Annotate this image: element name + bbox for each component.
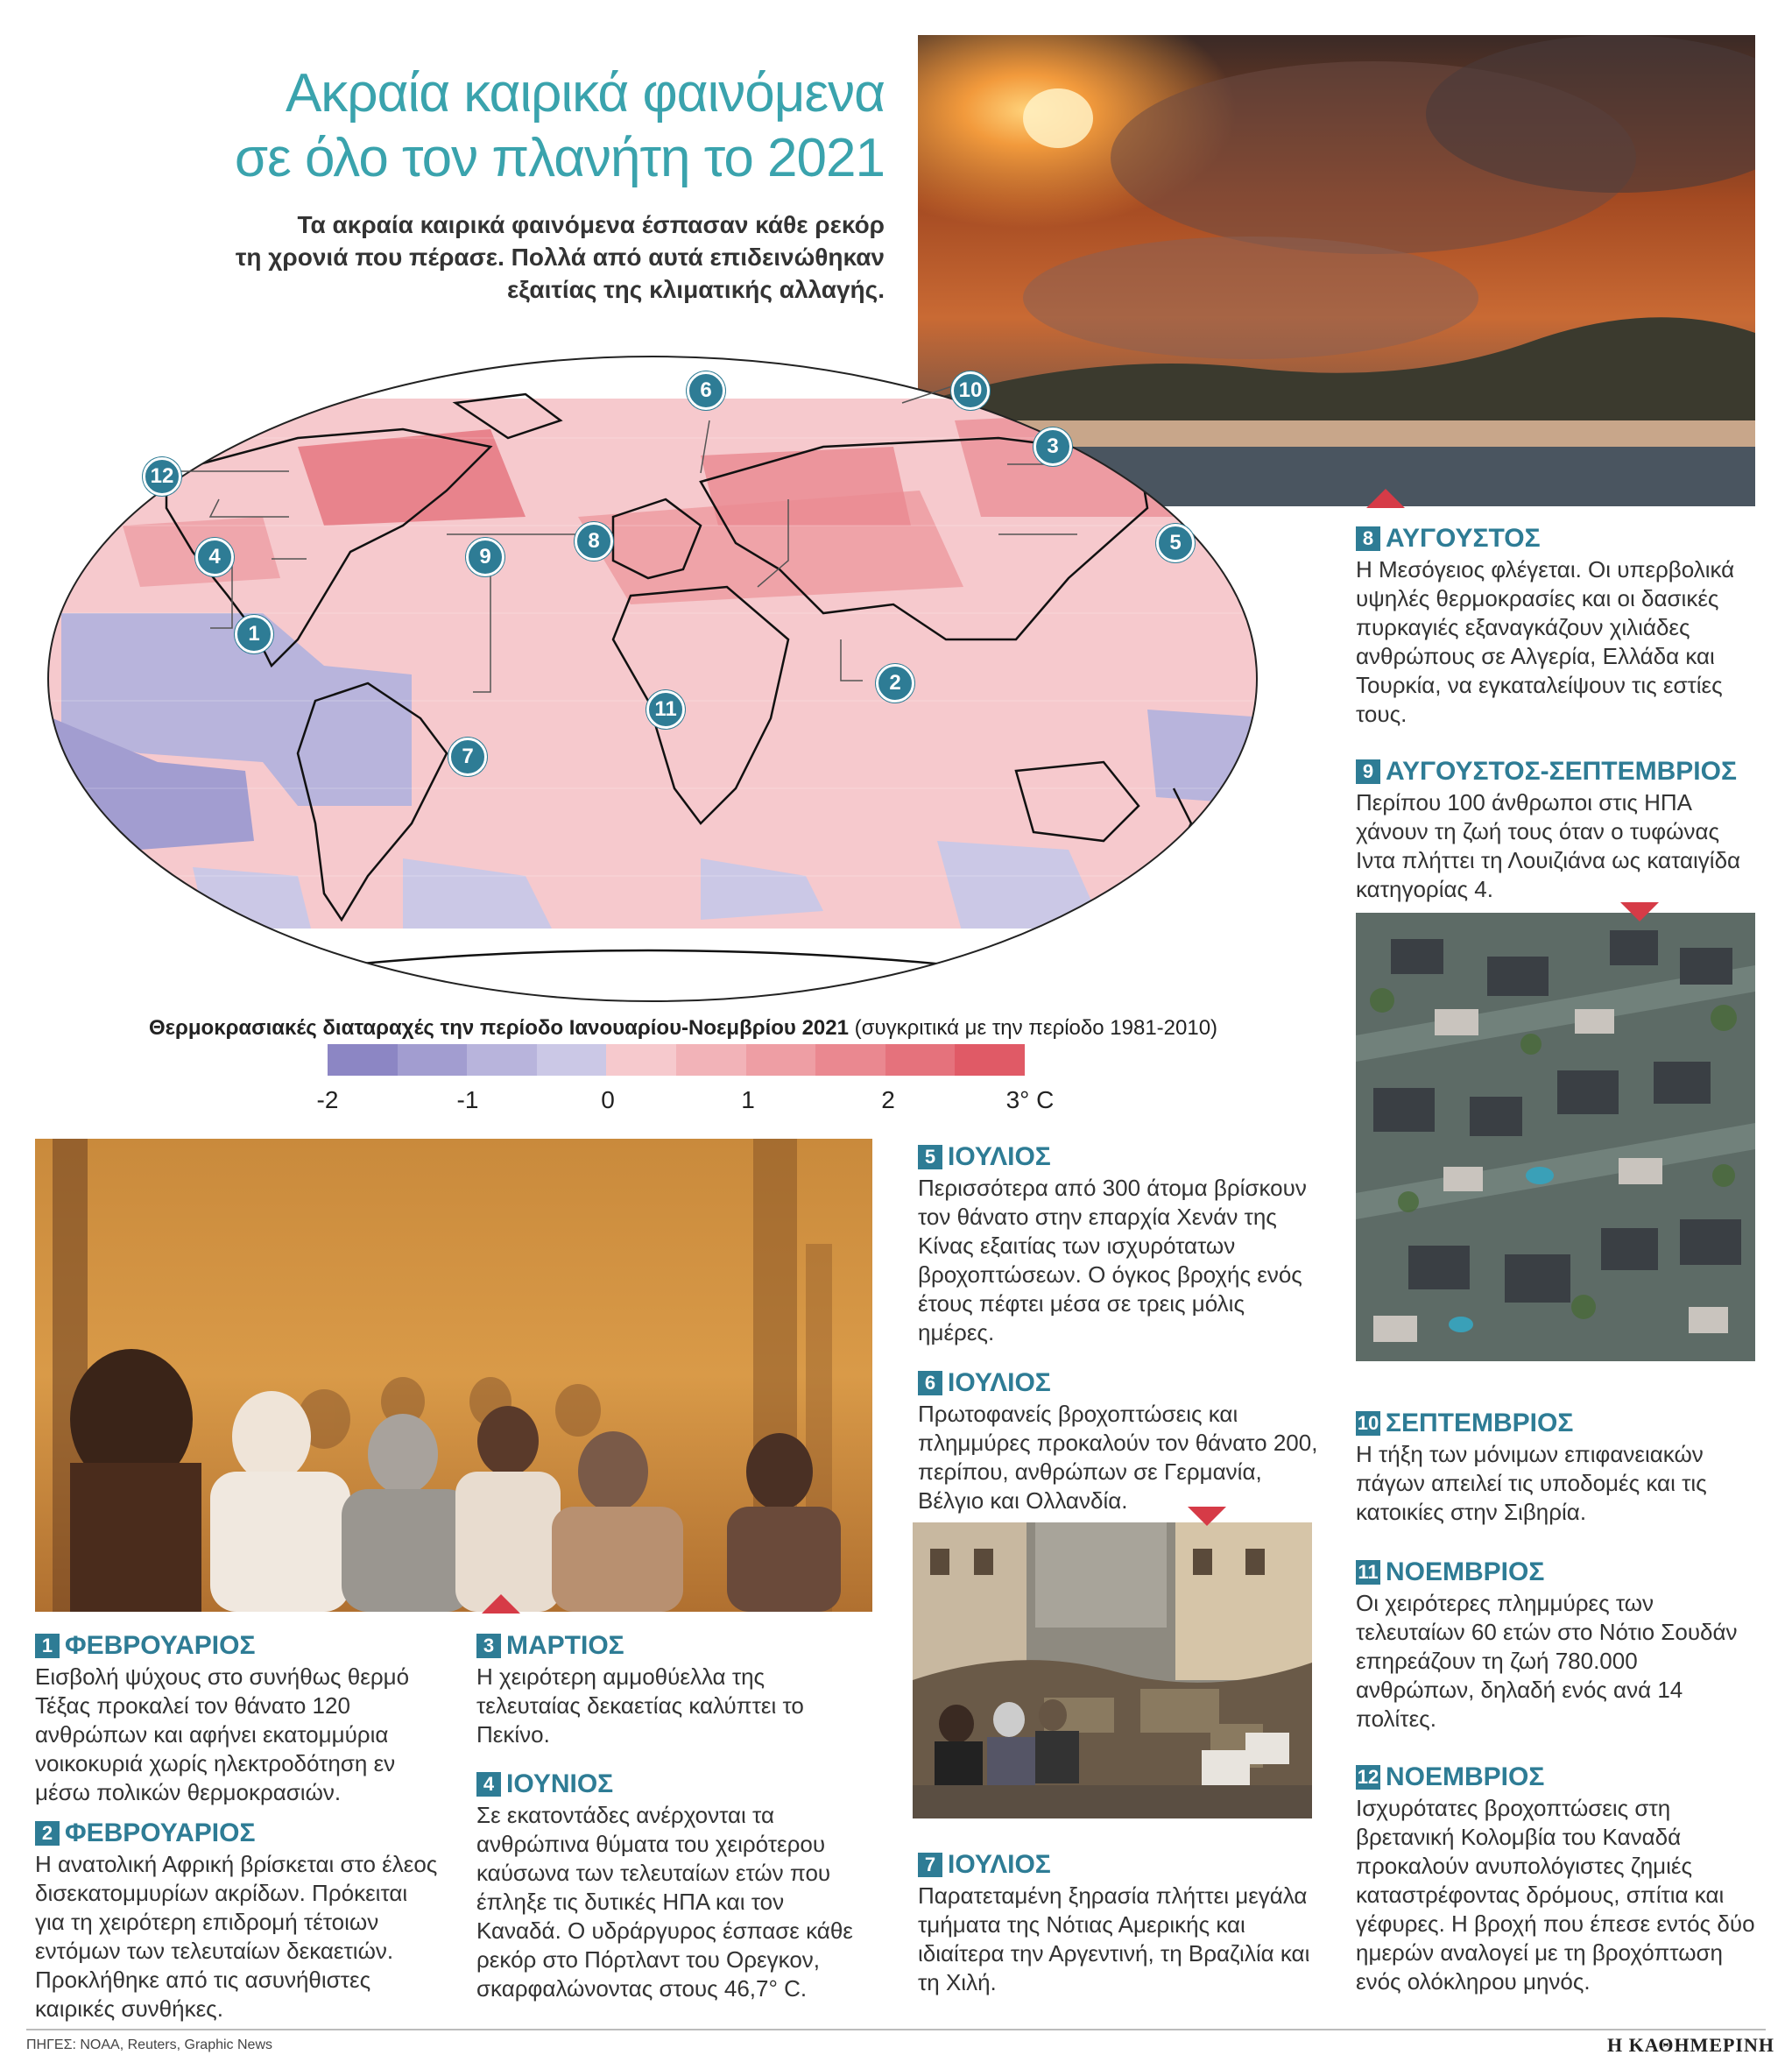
map-marker xyxy=(448,738,487,776)
scale-segment xyxy=(955,1044,1025,1076)
scale-segment xyxy=(537,1044,607,1076)
footer-divider xyxy=(26,2029,1766,2030)
event-header xyxy=(1356,1762,1755,1792)
event-header xyxy=(476,1631,853,1661)
event-title: ΙΟΥΝΙΟΣ xyxy=(506,1769,614,1798)
event-header xyxy=(918,1850,1321,1880)
legend-title xyxy=(105,1016,1261,1041)
event-body: Ισχυρότατες βροχοπτώσεις στη βρετανική Κολομβία του Καναδά προκαλούν ανυπολόγιστες ζημιές καταστρέφοντας δρόμους, σπίτια και γέφυρες. Η βροχή που έπεσε εντός δύο ημερών αναλογεί με τη βροχόπτωση ενός ολόκληρου μηνός. xyxy=(1356,1795,1755,1995)
map-marker xyxy=(951,371,990,410)
marker-3: 3 xyxy=(1034,427,1072,466)
event-title: ΣΕΠΤΕΜΒΡΙΟΣ xyxy=(1386,1409,1574,1437)
event-12 xyxy=(1356,1762,1755,1996)
event-header xyxy=(1356,1557,1755,1587)
event-title: ΜΑΡΤΙΟΣ xyxy=(506,1631,624,1660)
event-11 xyxy=(1356,1557,1755,1734)
map-marker xyxy=(466,538,504,576)
event-header xyxy=(1356,757,1755,787)
event-number-badge: 5 xyxy=(918,1145,942,1169)
marker-11: 11 xyxy=(646,690,685,729)
scale-label: 1 xyxy=(741,1086,755,1113)
event-9 xyxy=(1356,757,1755,904)
scale-label: -2 xyxy=(316,1086,339,1113)
marker-4: 4 xyxy=(195,538,234,576)
event-number-badge: 12 xyxy=(1357,1766,1379,1788)
scale-segment xyxy=(467,1044,537,1076)
scale-segment xyxy=(885,1044,956,1076)
germany-flood-photo xyxy=(913,1522,1312,1818)
scale-label: -1 xyxy=(456,1086,479,1113)
event-body: Πρωτοφανείς βροχοπτώσεις και πλημμύρες προκαλούν τον θάνατο 200, περίπου, ανθρώπων σε Γερμανία, Βέλγιο και Ολλανδία. xyxy=(918,1401,1318,1514)
marker-6: 6 xyxy=(687,371,725,410)
map-marker xyxy=(575,522,613,561)
event-1 xyxy=(35,1631,438,1807)
map-marker xyxy=(143,457,181,496)
marker-9: 9 xyxy=(466,538,504,576)
event-body: Περίπου 100 άνθρωποι στις ΗΠΑ χάνουν τη ζωή τους όταν ο τυφώνας Ιντα πλήττει τη Λουιζιάνα ως καταιγίδα κατηγορίας 4. xyxy=(1356,789,1741,902)
event-header xyxy=(918,1368,1321,1398)
scale-segment xyxy=(398,1044,468,1076)
event-title: ΑΥΓΟΥΣΤΟΣ xyxy=(1386,524,1541,553)
event-7 xyxy=(918,1850,1321,1997)
event-8 xyxy=(1356,524,1755,729)
map-marker xyxy=(646,690,685,729)
event-10 xyxy=(1356,1409,1755,1527)
scale-label: 3° C xyxy=(1005,1086,1055,1113)
map-marker xyxy=(235,615,273,653)
legend-title-normal: (συγκριτικά με την περίοδο 1981-2010) xyxy=(854,1016,1218,1040)
marker-7: 7 xyxy=(448,738,487,776)
event-number-badge: 9 xyxy=(1356,759,1380,784)
event-title: ΝΟΕΜΒΡΙΟΣ xyxy=(1386,1557,1545,1586)
subtitle-line-1: Τα ακραία καιρικά φαινόμενα έσπασαν κάθε ρεκόρ xyxy=(297,211,885,238)
scale-segment xyxy=(746,1044,816,1076)
title-line-1: Ακραία καιρικά φαινόμενα xyxy=(285,63,885,124)
sandstorm-photo xyxy=(35,1139,872,1612)
event-title: ΙΟΥΛΙΟΣ xyxy=(948,1850,1051,1879)
map-marker xyxy=(195,538,234,576)
event-body: Η Μεσόγειος φλέγεται. Οι υπερβολικά υψηλές θερμοκρασίες και οι δασικές πυρκαγιές εξαναγκάζουν χιλιάδες ανθρώπους σε Αλγερία, Ελλάδα και Τουρκία, να εγκαταλείψουν τις εστίες τους. xyxy=(1356,556,1735,727)
event-body: Εισβολή ψύχους στο συνήθως θερμό Τέξας προκαλεί τον θάνατο 120 ανθρώπων και αφήνει εκατομμύρια νοικοκυριά χωρίς ηλεκτροδότηση εν μέσω πολικών θερμοκρασιών. xyxy=(35,1663,410,1805)
page-title xyxy=(131,61,885,191)
event-header xyxy=(1356,524,1755,554)
event-5 xyxy=(918,1142,1321,1347)
event-header xyxy=(35,1818,438,1848)
event-title: ΑΥΓΟΥΣΤΟΣ-ΣΕΠΤΕΜΒΡΙΟΣ xyxy=(1386,757,1737,786)
event-number-badge: 2 xyxy=(35,1821,60,1846)
scale-segment xyxy=(328,1044,398,1076)
event-header xyxy=(476,1769,853,1799)
event-body: Η ανατολική Αφρική βρίσκεται στο έλεος δισεκατομμυρίων ακρίδων. Πρόκειται για τη χειρότερη επιδρομή τέτοιων εντόμων των τελευταίων δεκαετιών. Προκλήθηκε από τις ασυνήθιστες καιρικές συνθήκες. xyxy=(35,1851,438,2022)
event-header xyxy=(1356,1409,1755,1438)
event-6 xyxy=(918,1368,1321,1515)
newspaper-logo: Η ΚΑΘΗΜΕΡΙΝΗ xyxy=(1607,2034,1774,2056)
marker-12: 12 xyxy=(143,457,181,496)
map-marker xyxy=(1034,427,1072,466)
photo-pointer-8 xyxy=(1366,489,1405,508)
event-body: Περισσότερα από 300 άτομα βρίσκουν τον θάνατο στην επαρχία Χενάν της Κίνας εξαιτίας των ισχυρότατων βροχοπτώσεων. Ο όγκος βροχής ενός έτους πέφτει μέσα σε τρεις μόλις ημέρες. xyxy=(918,1175,1307,1345)
marker-1: 1 xyxy=(235,615,273,653)
event-title: ΝΟΕΜΒΡΙΟΣ xyxy=(1386,1762,1545,1791)
event-number-badge: 11 xyxy=(1356,1560,1380,1585)
scale-segment xyxy=(676,1044,746,1076)
flood-photo xyxy=(1356,913,1755,1361)
event-body: Οι χειρότερες πλημμύρες των τελευταίων 60 ετών στο Νότιο Σουδάν επηρεάζουν τη ζωή 780.000 ανθρώπων, δηλαδή ενός ανά 14 πολίτες. xyxy=(1356,1590,1738,1732)
map-marker xyxy=(1156,524,1195,562)
temperature-anomaly-map xyxy=(35,350,1279,1016)
temperature-scale-bar xyxy=(328,1044,1025,1076)
event-number-badge: 10 xyxy=(1357,1412,1379,1434)
subtitle-line-3: εξαιτίας της κλιματικής αλλαγής. xyxy=(506,276,885,303)
event-header xyxy=(918,1142,1321,1172)
scale-label: 2 xyxy=(881,1086,895,1113)
scale-segment xyxy=(606,1044,676,1076)
map-marker xyxy=(687,371,725,410)
event-4 xyxy=(476,1769,853,2003)
marker-2: 2 xyxy=(876,664,914,703)
event-3 xyxy=(476,1631,853,1749)
event-title: ΙΟΥΛΙΟΣ xyxy=(948,1368,1051,1397)
photo-pointer-9 xyxy=(1620,902,1659,922)
event-title: ΦΕΒΡΟΥΑΡΙΟΣ xyxy=(65,1818,256,1847)
title-line-2: σε όλο τον πλανήτη το 2021 xyxy=(234,128,885,188)
legend-title-bold: Θερμοκρασιακές διαταραχές την περίοδο Ιανουαρίου-Νοεμβρίου 2021 xyxy=(148,1016,849,1040)
event-body: Σε εκατοντάδες ανέρχονται τα ανθρώπινα θύματα του χειρότερου καύσωνα των τελευταίων ετών που έπληξε τις δυτικές ΗΠΑ και τον Καναδά. Ο υδράργυρος έσπασε κάθε ρεκόρ στο Πόρτλαντ του Ορεγκον, σκαρφαλώνοντας στους 46,7° C. xyxy=(476,1802,853,2002)
event-number-badge: 7 xyxy=(918,1853,942,1877)
event-title: ΙΟΥΛΙΟΣ xyxy=(948,1142,1051,1171)
event-number-badge: 1 xyxy=(35,1634,60,1658)
event-body: Παρατεταμένη ξηρασία πλήττει μεγάλα τμήματα της Νότιας Αμερικής και ιδιαίτερα την Αργεντινή, τη Βραζιλία και τη Χιλή. xyxy=(918,1882,1310,1995)
scale-label: 0 xyxy=(601,1086,615,1113)
event-number-badge: 8 xyxy=(1356,526,1380,551)
marker-5: 5 xyxy=(1156,524,1195,562)
event-2 xyxy=(35,1818,438,2023)
event-number-badge: 4 xyxy=(476,1772,501,1797)
map-marker xyxy=(876,664,914,703)
marker-10: 10 xyxy=(951,371,990,410)
sources: ΠΗΓΕΣ: NOAA, Reuters, Graphic News xyxy=(26,2037,272,2052)
event-title: ΦΕΒΡΟΥΑΡΙΟΣ xyxy=(65,1631,256,1660)
event-header xyxy=(35,1631,438,1661)
event-number-badge: 3 xyxy=(476,1634,501,1658)
scale-segment xyxy=(815,1044,885,1076)
event-body: Η χειρότερη αμμοθύελλα της τελευταίας δεκαετίας καλύπτει το Πεκίνο. xyxy=(476,1663,804,1748)
event-body: Η τήξη των μόνιμων επιφανειακών πάγων απειλεί τις υποδομές και τις κατοικίες στην Σιβηρία. xyxy=(1356,1441,1707,1525)
event-number-badge: 6 xyxy=(918,1371,942,1395)
subtitle xyxy=(131,208,885,306)
photo-pointer-3 xyxy=(482,1594,520,1614)
subtitle-line-2: τη χρονιά που πέρασε. Πολλά από αυτά επιδεινώθηκαν xyxy=(235,244,885,271)
marker-8: 8 xyxy=(575,522,613,561)
